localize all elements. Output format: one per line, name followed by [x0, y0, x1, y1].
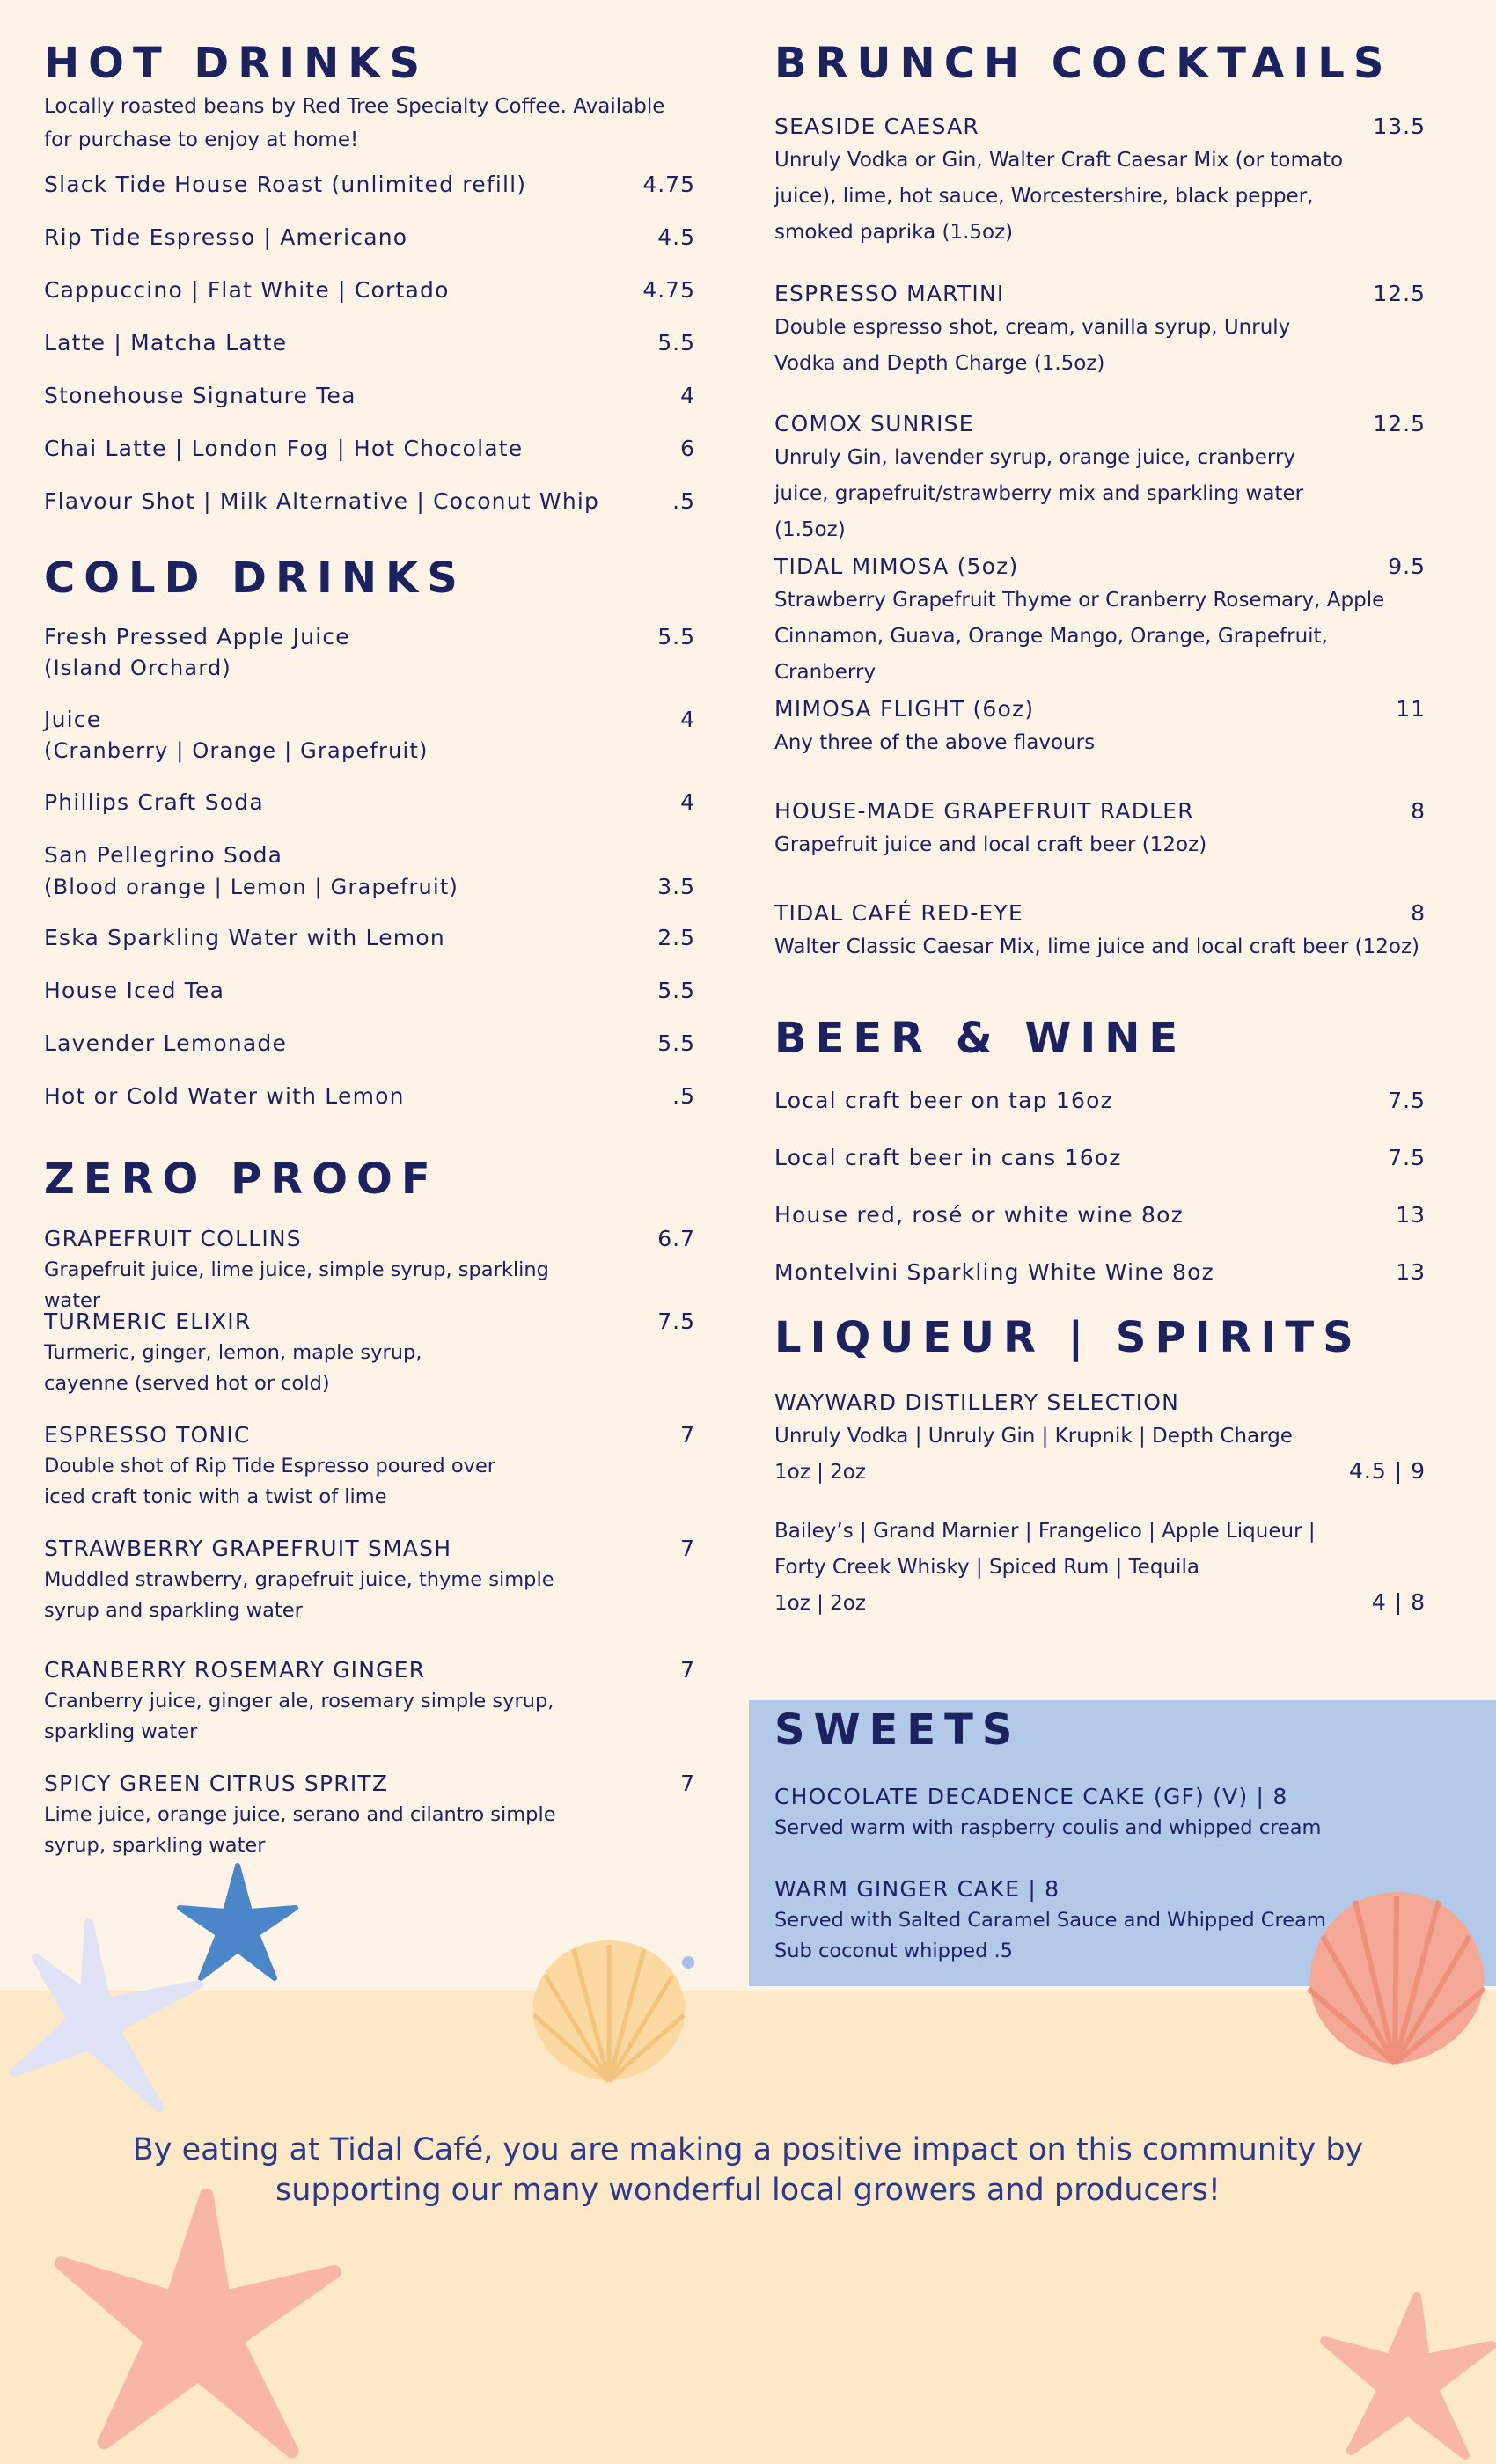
item-price: 9.5: [1388, 554, 1426, 579]
item-description: Cranberry juice, ginger ale, rosemary simple syrup, sparkling water: [44, 1690, 554, 1743]
other-price: 4 | 8: [1371, 1589, 1426, 1615]
item-price: 4: [680, 383, 695, 408]
item-price: 6.7: [657, 1226, 695, 1251]
item-price: 13: [1396, 1259, 1426, 1285]
item-description: Grapefruit juice, lime juice, simple syrup, sparkling water: [44, 1258, 549, 1312]
hot-drinks-list: [44, 169, 695, 539]
list-item: [774, 1257, 1426, 1314]
sweet-item-description: Served warm with raspberry coulis and whipped cream: [774, 1816, 1322, 1839]
list-item: [44, 840, 695, 922]
item-price: 8: [1411, 798, 1426, 824]
item-price: 7: [680, 1657, 695, 1683]
item-price: 7.5: [657, 1309, 695, 1334]
item-name: House red, rosé or white wine 8oz: [774, 1202, 1184, 1228]
item-name: San Pellegrino Soda: [44, 842, 283, 868]
item-name: GRAPEFRUIT COLLINS: [44, 1226, 302, 1251]
seashell-icon: [521, 1927, 697, 2103]
other-spirits-line-2: Forty Creek Whisky | Spiced Rum | Tequila: [774, 1556, 1199, 1579]
list-item: [44, 169, 695, 222]
selection-sizes: 1oz | 2oz: [774, 1461, 866, 1484]
item-name: Fresh Pressed Apple Juice: [44, 624, 350, 649]
list-item: [44, 486, 695, 539]
item-name: Local craft beer in cans 16oz: [774, 1145, 1122, 1170]
item-price: 2.5: [657, 925, 695, 950]
item-name: Rip Tide Espresso | Americano: [44, 224, 408, 250]
beer-wine-list: [774, 1085, 1426, 1314]
item-price: 12.5: [1373, 411, 1426, 436]
item-name: CRANBERRY ROSEMARY GINGER: [44, 1657, 426, 1683]
list-item: [44, 275, 695, 327]
item-price: 13: [1396, 1202, 1426, 1228]
item-price: 4.75: [642, 277, 695, 303]
list-item: [774, 1142, 1426, 1199]
item-name: House Iced Tea: [44, 978, 225, 1003]
sweets-title: SWEETS: [774, 1705, 1022, 1755]
item-price: 7.5: [1388, 1088, 1426, 1113]
item-note: (Blood orange | Lemon | Grapefruit): [44, 875, 459, 899]
cold-drinks-section: [44, 554, 695, 603]
item-name: STRAWBERRY GRAPEFRUIT SMASH: [44, 1536, 452, 1561]
item-name: Chai Latte | London Fog | Hot Chocolate: [44, 436, 524, 461]
item-name: ESPRESSO TONIC: [44, 1422, 251, 1448]
list-item: [774, 1199, 1426, 1257]
list-item: [44, 222, 695, 275]
item-name: HOUSE-MADE GRAPEFRUIT RADLER: [774, 798, 1194, 824]
item-description: Grapefruit juice and local craft beer (12oz): [774, 833, 1207, 856]
item-name: Montelvini Sparkling White Wine 8oz: [774, 1259, 1214, 1285]
list-item: [44, 1533, 695, 1654]
list-item: [44, 1081, 695, 1133]
item-description: Strawberry Grapefruit Thyme or Cranberry Rosemary, Apple Cinnamon, Guava, Orange Mango, Orange, Grapefruit, Cranberry: [774, 589, 1385, 684]
other-sizes: 1oz | 2oz: [774, 1592, 866, 1615]
brunch-cocktails-list: [774, 111, 1426, 1000]
sweet-item-description: Served with Salted Caramel Sauce and Whipped Cream: [774, 1909, 1326, 1932]
item-name: Latte | Matcha Latte: [44, 330, 288, 356]
item-price: 6: [680, 436, 695, 461]
item-description: Unruly Vodka or Gin, Walter Craft Caesar Mix (or tomato juice), lime, hot sauce, Worcestershire, black pepper, smoked paprika (1.5oz): [774, 149, 1344, 244]
list-item: [44, 704, 695, 787]
zero-proof-title: ZERO PROOF: [44, 1155, 439, 1204]
item-description: Turmeric, ginger, lemon, maple syrup, cayenne (served hot or cold): [44, 1341, 422, 1395]
item-price: 5.5: [657, 1030, 695, 1056]
liqueur-spirits-title: LIQUEUR | SPIRITS: [774, 1313, 1362, 1362]
starfish-icon: [1320, 2288, 1496, 2464]
other-spirits-line-1: Bailey’s | Grand Marnier | Frangelico | Apple Liqueur |: [774, 1520, 1316, 1543]
item-name: MIMOSA FLIGHT (6oz): [774, 696, 1035, 722]
item-note: (Cranberry | Orange | Grapefruit): [44, 738, 429, 763]
item-name: Eska Sparkling Water with Lemon: [44, 925, 445, 950]
list-item: [44, 380, 695, 433]
item-price: 4.75: [642, 172, 695, 197]
item-name: Slack Tide House Roast (unlimited refill): [44, 172, 527, 197]
item-name: SEASIDE CAESAR: [774, 114, 979, 139]
item-description: Muddled strawberry, grapefruit juice, thyme simple syrup and sparkling water: [44, 1568, 554, 1622]
starfish-icon: [53, 2182, 343, 2464]
item-price: 5.5: [657, 624, 695, 649]
list-item: [44, 1223, 695, 1312]
beer-wine-section: [774, 1014, 1426, 1063]
zero-proof-section: [44, 1155, 695, 1204]
list-item: [774, 898, 1426, 1000]
item-description: Walter Classic Caesar Mix, lime juice and local craft beer (12oz): [774, 935, 1420, 958]
item-price: 13.5: [1373, 114, 1426, 139]
cold-drinks-title: COLD DRINKS: [44, 554, 466, 603]
liqueur-spirits-list: [774, 1387, 1426, 1622]
list-item: [44, 922, 695, 975]
sweet-item-name: CHOCOLATE DECADENCE CAKE (GF) (V) | 8: [774, 1784, 1288, 1809]
beer-wine-title: BEER & WINE: [774, 1014, 1187, 1063]
item-name: Cappuccino | Flat White | Cortado: [44, 277, 450, 303]
item-description: Double shot of Rip Tide Espresso poured over iced craft tonic with a twist of lime: [44, 1455, 496, 1508]
zero-proof-list: [44, 1223, 695, 1865]
item-name: COMOX SUNRISE: [774, 411, 974, 436]
list-item: [774, 796, 1426, 898]
list-item: [44, 1306, 695, 1419]
list-item: [44, 327, 695, 380]
list-item: [44, 433, 695, 486]
sweet-item-note: Sub coconut whipped .5: [774, 1940, 1013, 1962]
item-price: 7: [680, 1771, 695, 1796]
item-price: 5.5: [657, 330, 695, 356]
list-item: [44, 975, 695, 1028]
cold-drinks-list: [44, 621, 695, 1133]
hot-drinks-title: HOT DRINKS: [44, 39, 429, 88]
other-price-row: [774, 1586, 1426, 1622]
item-name: Local craft beer on tap 16oz: [774, 1088, 1113, 1113]
item-price: 5.5: [657, 978, 695, 1003]
selection-price: 4.5 | 9: [1349, 1458, 1426, 1484]
item-name: TIDAL MIMOSA (5oz): [774, 554, 1019, 579]
item-name: Stonehouse Signature Tea: [44, 383, 356, 408]
item-price: .5: [672, 488, 695, 514]
list-item: [774, 111, 1426, 278]
list-item: [44, 1419, 695, 1533]
item-price: 7: [680, 1422, 695, 1448]
item-name: ESPRESSO MARTINI: [774, 281, 1005, 306]
list-item: [774, 408, 1426, 551]
item-description: Unruly Gin, lavender syrup, orange juice, cranberry juice, grapefruit/strawberry mix and sparkling water (1.5oz): [774, 446, 1304, 541]
selection-name: WAYWARD DISTILLERY SELECTION: [774, 1390, 1180, 1415]
item-price: 4: [680, 707, 695, 732]
item-price: 8: [1411, 900, 1426, 926]
community-tagline: By eating at Tidal Café, you are making a positive impact on this community by supporting our many wonderful local growers and producers!: [132, 2132, 1364, 2208]
item-name: Flavour Shot | Milk Alternative | Coconut Whip: [44, 488, 600, 514]
item-price: 4: [680, 789, 695, 815]
item-name: Lavender Lemonade: [44, 1030, 288, 1056]
item-note: (Island Orchard): [44, 656, 231, 680]
sweet-item-name: WARM GINGER CAKE | 8: [774, 1876, 1060, 1902]
list-item: [774, 1085, 1426, 1142]
item-price: 7.5: [1388, 1145, 1426, 1170]
selection-price-row: [774, 1455, 1426, 1491]
item-name: Juice: [44, 707, 102, 732]
item-price: 4.5: [657, 224, 695, 250]
item-price: 11: [1396, 696, 1426, 722]
starfish-icon: [5, 1918, 208, 2121]
list-item: [44, 1028, 695, 1081]
list-item: [44, 621, 695, 704]
item-description: Any three of the above flavours: [774, 731, 1096, 754]
item-description: Double espresso shot, cream, vanilla syrup, Unruly Vodka and Depth Charge (1.5oz): [774, 316, 1291, 375]
item-price: 7: [680, 1536, 695, 1561]
item-name: Hot or Cold Water with Lemon: [44, 1083, 405, 1109]
liqueur-spirits-section: [774, 1313, 1426, 1362]
item-description: Lime juice, orange juice, serano and cilantro simple syrup, sparkling water: [44, 1803, 556, 1857]
item-price: 3.5: [657, 874, 695, 899]
list-item: [774, 551, 1426, 693]
item-name: Phillips Craft Soda: [44, 789, 264, 815]
list-item: [44, 787, 695, 840]
list-item: [774, 693, 1426, 796]
item-name: TURMERIC ELIXIR: [44, 1309, 252, 1334]
selection-description: Unruly Vodka | Unruly Gin | Krupnik | Depth Charge: [774, 1425, 1293, 1448]
hot-drinks-section: [44, 39, 695, 157]
item-name: TIDAL CAFÉ RED-EYE: [774, 900, 1024, 926]
brunch-cocktails-section: [774, 39, 1426, 88]
list-item: [774, 278, 1426, 408]
list-item: [44, 1654, 695, 1768]
brunch-cocktails-title: BRUNCH COCKTAILS: [774, 39, 1393, 88]
hot-drinks-intro: Locally roasted beans by Red Tree Specialty Coffee. Available for purchase to enjoy at home!: [44, 95, 665, 151]
item-name: SPICY GREEN CITRUS SPRITZ: [44, 1771, 389, 1796]
item-price: .5: [672, 1083, 695, 1109]
list-item: [44, 1768, 695, 1865]
seashell-icon: [1298, 1866, 1496, 2072]
item-price: 12.5: [1373, 281, 1426, 306]
